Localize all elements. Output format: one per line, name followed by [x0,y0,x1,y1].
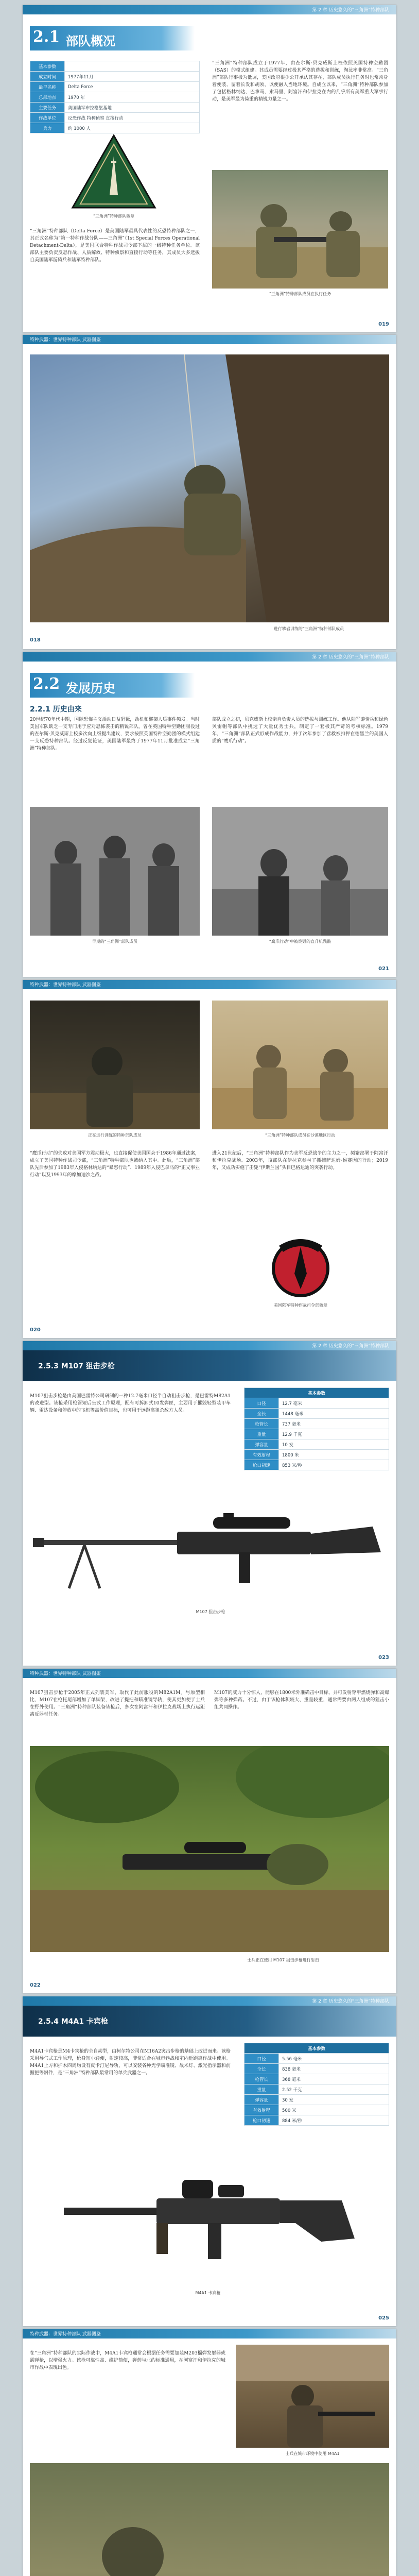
table-value: 500 米 [279,2105,389,2115]
table-key: 重量 [245,1429,279,1439]
photo-caption: 早期的“三角洲”部队成员 [92,939,138,944]
table-key: 枪口初速 [245,2115,279,2126]
table-value: 12.7 毫米 [279,1398,389,1409]
table-row [245,1398,389,1409]
table-key: 总部地点 [30,92,65,103]
table-key: 最早名称 [30,82,65,92]
table-row [245,1419,389,1429]
table-header-row [245,1388,389,1398]
info-table [30,61,200,133]
page-overview [23,5,396,332]
grenade-launcher-photo [30,2463,389,2576]
photo-caption: 士兵在城市环境中使用 M4A1 [285,2451,340,2456]
page-number: 021 [378,966,389,972]
urban-photo [236,2345,389,2448]
table-key: 全长 [245,2064,279,2074]
history-paragraph-right: 进入21世纪后，“三角洲”特种部队作为美军反恐战争的主力之一，频繁部署于阿富汗和伊拉克战场。2003年，该部队在伊拉克参与了抓捕萨达姆·侯赛因的行动；2019年，又成功实施了击毙“伊斯兰国”头目巴格达迪的突袭行动。 [212,1151,388,1171]
section-heading: 发展历史 [66,681,115,696]
page-header [23,5,396,14]
section-number: 2.2 [33,675,60,693]
table-value: 838 毫米 [279,2064,389,2074]
table-value: 反恐作战 特种侦察 直接行动 [65,113,200,123]
table-key: 枪管长 [245,1419,279,1429]
table-key: 枪口初速 [245,1460,279,1470]
m107-caption: M107 狙击步枪 [196,1609,225,1614]
table-key: 作战单位 [30,113,65,123]
page-number: 019 [378,321,389,327]
table-row [245,2095,389,2105]
table-row [245,1429,389,1439]
page-number: 018 [30,637,41,643]
m107-paragraph-right: M107的威力十分惊人，能够在1800米外准确击中目标，并可发射穿甲燃烧弹和高爆弹等多种弹药。不过，由于该枪体积较大、重量较重，通常需要由两人组成的狙击小组共同操作。 [214,1690,389,1710]
page-m4a1-continued [23,2329,396,2576]
header-text: 第 2 章 历史悠久的“三角洲”特种部队 [312,1344,389,1349]
table-key: 基本参数 [30,61,65,72]
table-key: 全长 [245,1409,279,1419]
socom-badge [265,1227,337,1299]
page-history-continued [23,980,396,1338]
table-header-row [245,2043,389,2054]
emblem-caption: “三角洲”特种部队徽章 [93,214,135,218]
header-text: 第 2 章 历史悠久的“三角洲”特种部队 [312,8,389,13]
table-key: 主要任务 [30,103,65,113]
page-rappel [23,335,396,649]
table-value: 1977年11月 [65,72,200,82]
table-row [245,2074,389,2084]
table-title: 基本参数 [245,2043,389,2054]
header-text: 特种武器：世界特种部队 武器图鉴 [30,1671,101,1676]
page-header [23,335,396,344]
section-title [30,673,195,698]
table-row [30,113,200,123]
table-row [245,2084,389,2095]
wreckage-photo [212,807,388,936]
table-row [245,1439,389,1450]
table-key: 弹容量 [245,1439,279,1450]
table-row [30,92,200,103]
table-value: Delta Force [65,82,200,92]
section-heading: 部队概况 [66,34,115,48]
table-key: 兵力 [30,123,65,133]
subsection-title: 2.5.3 M107 狙击步枪 [38,1362,115,1370]
table-row [245,2115,389,2126]
table-key: 口径 [245,1398,279,1409]
page-number: 020 [30,1327,41,1333]
table-value: 美国陆军布拉格堡基地 [65,103,200,113]
page-header [23,2329,396,2338]
section-number: 2.1 [33,28,60,46]
overview-paragraph-right: “三角洲”特种部队成立于1977年，由查尔斯·贝克威斯上校依照英国特种空勤团（SAS）的模式组建。其成员需要经过极其严格的选拔和训练，淘汰率非常高。“三角洲”部队行事极为低调，美国政府很少公开承认其存在，部队成员执行任务时也常常身着便装、留着长发和胡须，以便融入当地环境。自成立以来，“三角洲”特种部队参加了包括格林纳达、巴拿马、索马里、阿富汗和伊拉克在内的几乎所有美军重大军事行动，是美军最为倚重的精锐力量之一。 [212,61,388,102]
table-row [30,103,200,113]
page-header [23,1341,396,1350]
photo-caption: “鹰爪行动”中被烧毁的直升机残骸 [269,939,331,944]
desert-photo [212,1001,388,1129]
table-key: 口径 [245,2054,279,2064]
early-members-photo [30,807,200,936]
table-row [245,1409,389,1419]
table-value: 368 毫米 [279,2074,389,2084]
table-value: 30 发 [279,2095,389,2105]
page-header [23,1669,396,1678]
history-paragraph-right: 部队成立之初，贝克威斯上校亲自负责人员的选拔与训练工作。他从陆军游骑兵和绿色贝雷帽等部队中挑选了大量优秀士兵，制定了一套极其严苛的考核标准。1979年，“三角洲”部队正式形成作战能力，并于次年参加了营救被扣押在德黑兰的美国人质的“鹰爪行动”。 [212,717,389,744]
table-value: 737 毫米 [279,1419,389,1429]
table-key: 有效射程 [245,2105,279,2115]
table-row [245,1460,389,1470]
page-number: 022 [30,1982,41,1988]
table-key: 弹容量 [245,2095,279,2105]
photo-caption: 正在进行训练的特种部队成员 [88,1133,142,1138]
table-key: 成立时间 [30,72,65,82]
m4a1-paragraph: 在“三角洲”特种部队的实际作战中，M4A1卡宾枪通常会根据任务需要加装M203榴弹发射器或霰弹枪，以增强火力。该枪可靠性高、维护简便，弹药与北约标准通用，在阿富汗和伊拉克的城市作战中表现出色。 [30,2351,225,2370]
m107-paragraph: M107狙击步枪是由美国巴雷特公司研制的一种12.7毫米口径半自动狙击步枪，是巴雷特M82A1的改进型。该枪采用枪管短后坐式工作原理，配有可拆卸式10发弹匣，主要用于摧毁轻型装甲车辆、雷达设备和停放中的飞机等高价值目标，也可用于远距离狙杀敌方人员。 [30,1394,231,1413]
rappel-caption: 进行攀岩训练的“三角洲”特种部队成员 [273,626,344,631]
table-value: 约 1000 人 [65,123,200,133]
page-header [23,980,396,989]
table-key: 重量 [245,2084,279,2095]
header-text: 特种武器：世界特种部队 武器图鉴 [30,2332,101,2337]
m107-paragraph-left: M107狙击步枪于2005年正式列装美军，取代了此前服役的M82A1M。与原型相比，M107在枪托尾部增加了单脚架，改进了提把和瞄准镜导轨，使其更加便于士兵在野外使用。“三角洲”特种部队装备该枪后，多次在阿富汗和伊拉克战场上执行远距离反器材任务。 [30,1690,205,1717]
table-value: 2.52 千克 [279,2084,389,2095]
table-row [245,1450,389,1460]
table-row [30,72,200,82]
training-photo [30,1001,200,1129]
page-number: 025 [378,2315,389,2321]
table-key: 枪管长 [245,2074,279,2084]
table-row [245,2054,389,2064]
table-row [30,82,200,92]
table-key: 有效射程 [245,1450,279,1460]
table-value: 10 发 [279,1439,389,1450]
table-title: 基本参数 [245,1388,389,1398]
table-value: 12.9 千克 [279,1429,389,1439]
rappel-photo [30,354,389,622]
table-value: 1448 毫米 [279,1409,389,1419]
table-row [245,2064,389,2074]
table-value: 5.56 毫米 [279,2054,389,2064]
table-row [30,61,200,72]
m107-spec-table [244,1387,389,1470]
sniper-photo [30,1746,389,1952]
header-text: 特种武器：世界特种部队 武器图鉴 [30,337,101,343]
soldiers-photo [212,170,388,289]
table-row [30,123,200,133]
page-m4a1 [23,1996,396,2326]
badge-caption: 美国陆军特种作战司令部徽章 [274,1303,327,1308]
table-row [245,2105,389,2115]
overview-paragraph-left: “三角洲”特种部队（Delta Force）是美国陆军最具代表性的反恐特种部队之一，其正式名称为“第一特种作战分队——三角洲”（1st Special Forces Operational Detachment-Delta），是美国联合特种作战司令部下属的一级特种任务单位。该部队主要负责反恐作战、人质解救、特种侦察和直接行动等任务，其成员大多选拔自美国陆军游骑兵和陆军特种部队。 [30,229,200,263]
header-text: 第 2 章 历史悠久的“三角洲”特种部队 [312,1999,389,2004]
page-header [23,1996,396,2006]
table-value: 1800 米 [279,1450,389,1460]
unit-emblem [70,133,158,210]
table-value: 853 米/秒 [279,1460,389,1470]
section-title [30,26,195,50]
page-history [23,652,396,977]
m4a1-paragraph: M4A1卡宾枪是M4卡宾枪的全自动型，由柯尔特公司在M16A2突击步枪的基础上改进而来。该枪采用导气式工作原理，枪身短小轻便，射速较高，非常适合在城市巷战和室内近距离作战中使用。M4A1上方和护木四周均设有皮卡汀尼导轨，可以安装各种光学瞄准镜、战术灯、激光指示器和前握把等附件，是“三角洲”特种部队最常用的单兵武器之一。 [30,2049,231,2076]
m4a1-caption: M4A1 卡宾枪 [195,2291,221,2295]
header-text: 特种武器：世界特种部队 武器图鉴 [30,982,101,988]
photo-caption: “三角洲”特种部队成员在沙漠地区行动 [265,1133,336,1138]
history-paragraph-left: 20世纪70年代中期，国际恐怖主义活动日益猖獗，劫机和绑架人质事件频发。当时美国军队缺乏一支专门用于应对恐怖袭击的精锐部队。曾在英国特种空勤团服役过的查尔斯·贝克威斯上校多次向上级提出建议，要求按照英国特种空勤团的模式组建一支反恐特种部队。经过反复论证，美国陆军最终于1977年11月批准成立“三角洲”特种部队。 [30,717,200,751]
table-value: 884 米/秒 [279,2115,389,2126]
table-value [65,61,200,72]
m4a1-spec-table [244,2043,389,2126]
page-header [23,652,396,662]
page-m107 [23,1341,396,1666]
history-paragraph-left: “鹰爪行动”的失败对美国军方震动极大，也直接促使美国国会于1986年通过法案，成立了美国特种作战司令部，“三角洲”特种部队也被纳入其中。此后，“三角洲”部队先后参加了1983年入侵格林纳达的“暴怒行动”、1989年入侵巴拿马的“正义事业行动”以及1993年的摩加迪沙之战。 [30,1151,200,1178]
page-number: 023 [378,1655,389,1660]
m107-rifle-image [33,1490,388,1604]
page-m107-continued [23,1669,396,1993]
photo-caption: “三角洲”特种部队成员在执行任务 [269,292,331,296]
table-value: 1970 年 [65,92,200,103]
subsection-title: 2.2.1 历史由来 [30,705,82,714]
header-text: 第 2 章 历史悠久的“三角洲”特种部队 [312,655,389,660]
sniper-caption: 士兵正在使用 M107 狙击步枪进行射击 [247,1958,319,1962]
subsection-title: 2.5.4 M4A1 卡宾枪 [38,2018,108,2026]
m4a1-rifle-image [54,2151,362,2285]
